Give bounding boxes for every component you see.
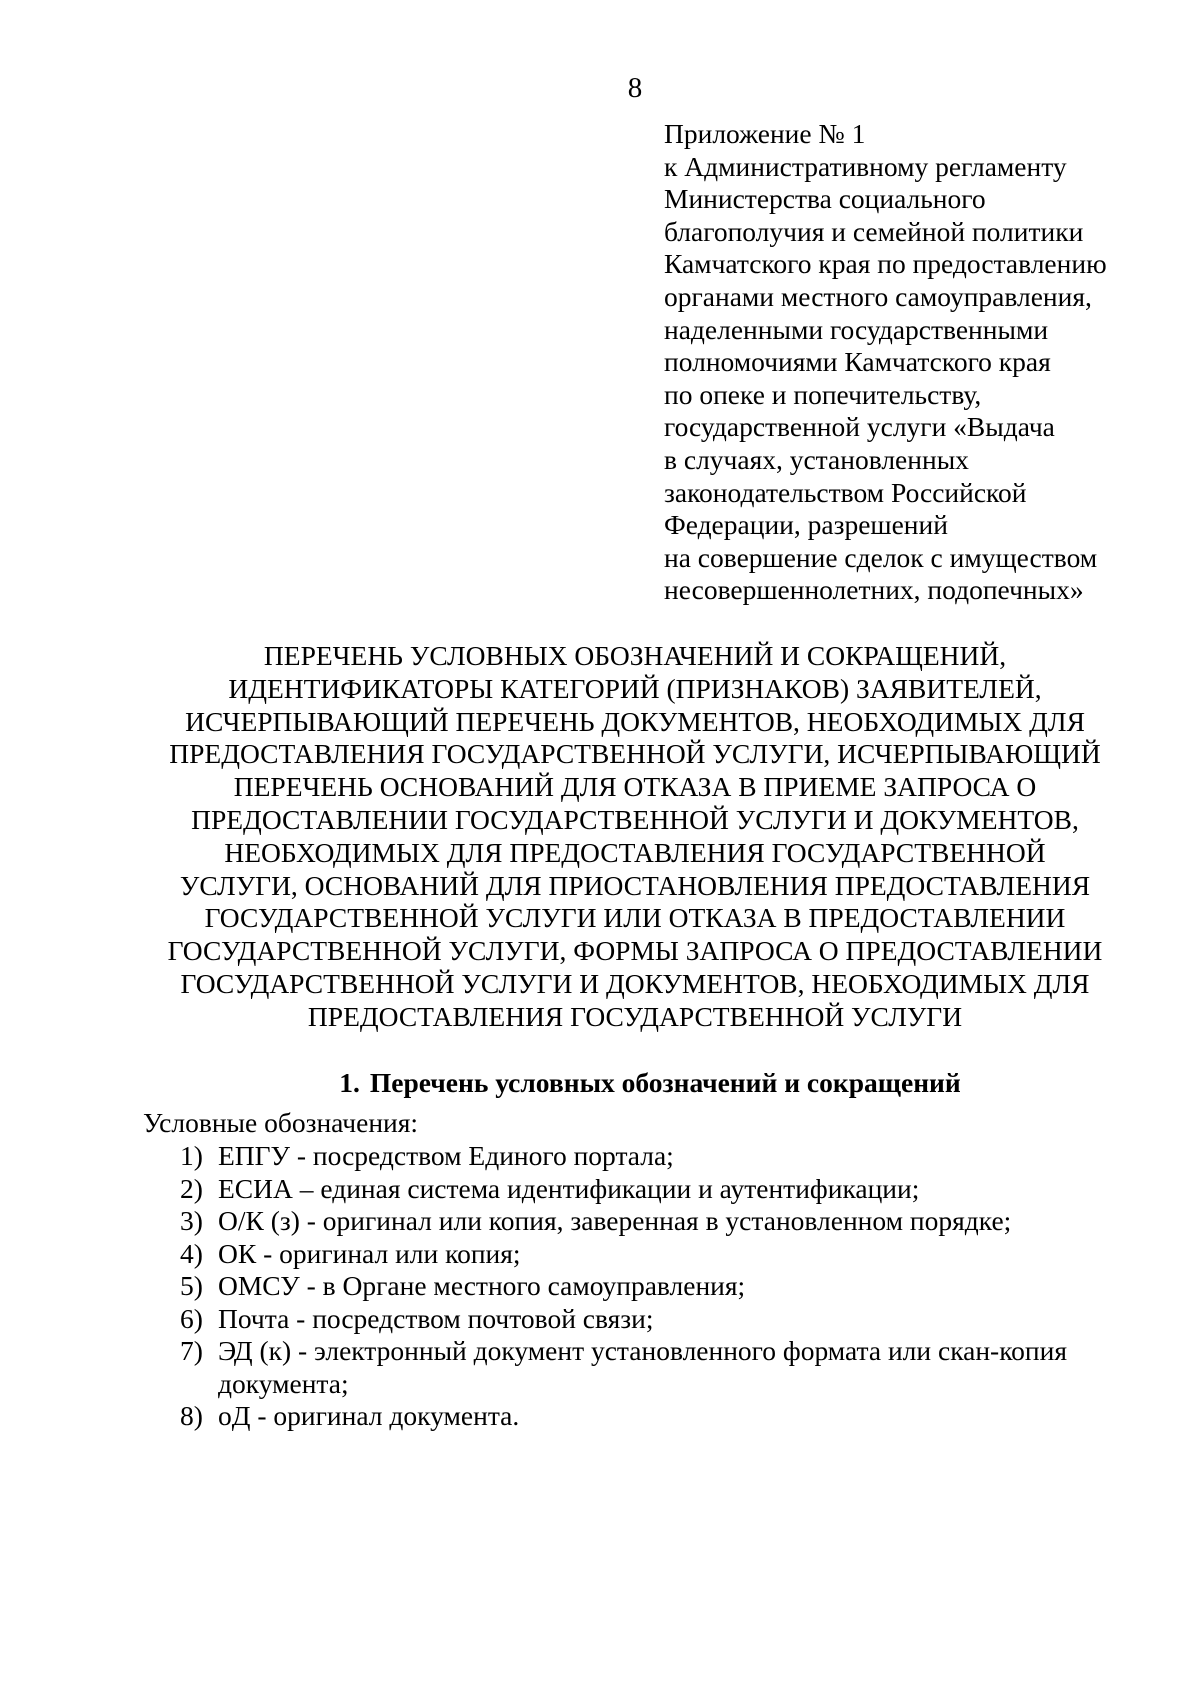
list-item-text: ЭД (к) - электронный документ установленного формата или скан-копия документа;: [218, 1335, 1068, 1399]
appendix-line: полномочиями Камчатского края: [664, 346, 1051, 378]
title-line: ГОСУДАРСТВЕННОЙ УСЛУГИ ИЛИ ОТКАЗА В ПРЕДОСТАВЛЕНИИ: [204, 902, 1066, 934]
appendix-line: к Административному регламенту: [664, 150, 1067, 182]
title-line: НЕОБХОДИМЫХ ДЛЯ ПРЕДОСТАВЛЕНИЯ ГОСУДАРСТВЕННОЙ: [224, 836, 1046, 868]
appendix-header: [664, 118, 1184, 607]
list-item-text: ЕПГУ - посредством Единого портала;: [218, 1140, 674, 1171]
title-line: ГОСУДАРСТВЕННОЙ УСЛУГИ И ДОКУМЕНТОВ, НЕОБХОДИМЫХ ДЛЯ: [180, 967, 1090, 999]
appendix-line: по опеке и попечительству,: [664, 378, 982, 410]
list-item-number: 1): [180, 1140, 203, 1171]
list-item: [180, 1173, 1160, 1206]
page-number: 8: [627, 72, 643, 104]
title-line: ГОСУДАРСТВЕННОЙ УСЛУГИ, ФОРМЫ ЗАПРОСА О ПРЕДОСТАВЛЕНИИ: [167, 935, 1103, 967]
title-line: ПЕРЕЧЕНЬ ОСНОВАНИЙ ДЛЯ ОТКАЗА В ПРИЕМЕ ЗАПРОСА О: [233, 771, 1037, 803]
appendix-line: органами местного самоуправления,: [664, 280, 1092, 312]
section-title-text: Перечень условных обозначений и сокращений: [369, 1067, 961, 1098]
appendix-line: наделенными государственными: [664, 313, 1049, 345]
list-item: [180, 1303, 1160, 1336]
list-item-number: 8): [180, 1400, 203, 1431]
section-heading: [0, 1066, 1200, 1100]
list-item-text: О/К (з) - оригинал или копия, заверенная в установленном порядке;: [218, 1205, 1012, 1236]
appendix-line: Камчатского края по предоставлению: [664, 248, 1107, 280]
list-item-number: 4): [180, 1237, 203, 1269]
appendix-line: на совершение сделок с имуществом: [664, 541, 1098, 573]
list-item-number: 6): [180, 1302, 203, 1334]
document-title: [120, 640, 1150, 1034]
list-item: [180, 1335, 1160, 1400]
list-item-text: ЕСИА – единая система идентификации и аутентификации;: [218, 1172, 920, 1204]
list-item: [180, 1205, 1160, 1238]
list-item-number: 3): [180, 1205, 203, 1236]
list-item: [180, 1400, 1160, 1433]
list-item-text: ОМСУ - в Органе местного самоуправления;: [218, 1270, 746, 1301]
appendix-line: несовершеннолетних, подопечных»: [664, 574, 1084, 606]
list-item-text: Почта - посредством почтовой связи;: [218, 1302, 654, 1334]
title-line: ПЕРЕЧЕНЬ УСЛОВНЫХ ОБОЗНАЧЕНИЙ И СОКРАЩЕНИЙ,: [263, 640, 1007, 671]
list-item-text: оД - оригинал документа.: [218, 1400, 520, 1431]
list-item: [180, 1270, 1160, 1303]
appendix-line: в случаях, установленных: [664, 443, 969, 475]
abbreviation-list: [180, 1140, 1160, 1433]
appendix-line: государственной услуги «Выдача: [664, 411, 1055, 443]
appendix-line: законодательством Российской: [664, 476, 1027, 508]
legend-intro: Условные обозначения:: [143, 1107, 419, 1138]
title-line: ИСЧЕРПЫВАЮЩИЙ ПЕРЕЧЕНЬ ДОКУМЕНТОВ, НЕОБХОДИМЫХ ДЛЯ: [185, 705, 1085, 737]
title-line: ПРЕДОСТАВЛЕНИЯ ГОСУДАРСТВЕННОЙ УСЛУГИ: [307, 1000, 963, 1032]
appendix-line: благополучия и семейной политики: [664, 215, 1084, 247]
title-line: УСЛУГИ, ОСНОВАНИЙ ДЛЯ ПРИОСТАНОВЛЕНИЯ ПРЕДОСТАВЛЕНИЯ: [179, 869, 1091, 901]
list-item-number: 5): [180, 1270, 203, 1301]
title-line: ПРЕДОСТАВЛЕНИИ ГОСУДАРСТВЕННОЙ УСЛУГИ И ДОКУМЕНТОВ,: [191, 803, 1079, 835]
list-item-text: ОК - оригинал или копия;: [218, 1237, 521, 1269]
title-line: ИДЕНТИФИКАТОРЫ КАТЕГОРИЙ (ПРИЗНАКОВ) ЗАЯВИТЕЛЕЙ,: [228, 672, 1042, 704]
list-item: [180, 1238, 1160, 1271]
list-item-number: 7): [180, 1335, 203, 1366]
appendix-line: Приложение № 1: [664, 118, 866, 149]
list-item-number: 2): [180, 1172, 203, 1204]
appendix-line: Федерации, разрешений: [664, 509, 948, 541]
title-line: ПРЕДОСТАВЛЕНИЯ ГОСУДАРСТВЕННОЙ УСЛУГИ, ИСЧЕРПЫВАЮЩИЙ: [169, 738, 1101, 770]
list-item: [180, 1140, 1160, 1173]
appendix-line: Министерства социального: [664, 183, 986, 215]
section-number: 1.: [339, 1067, 360, 1098]
